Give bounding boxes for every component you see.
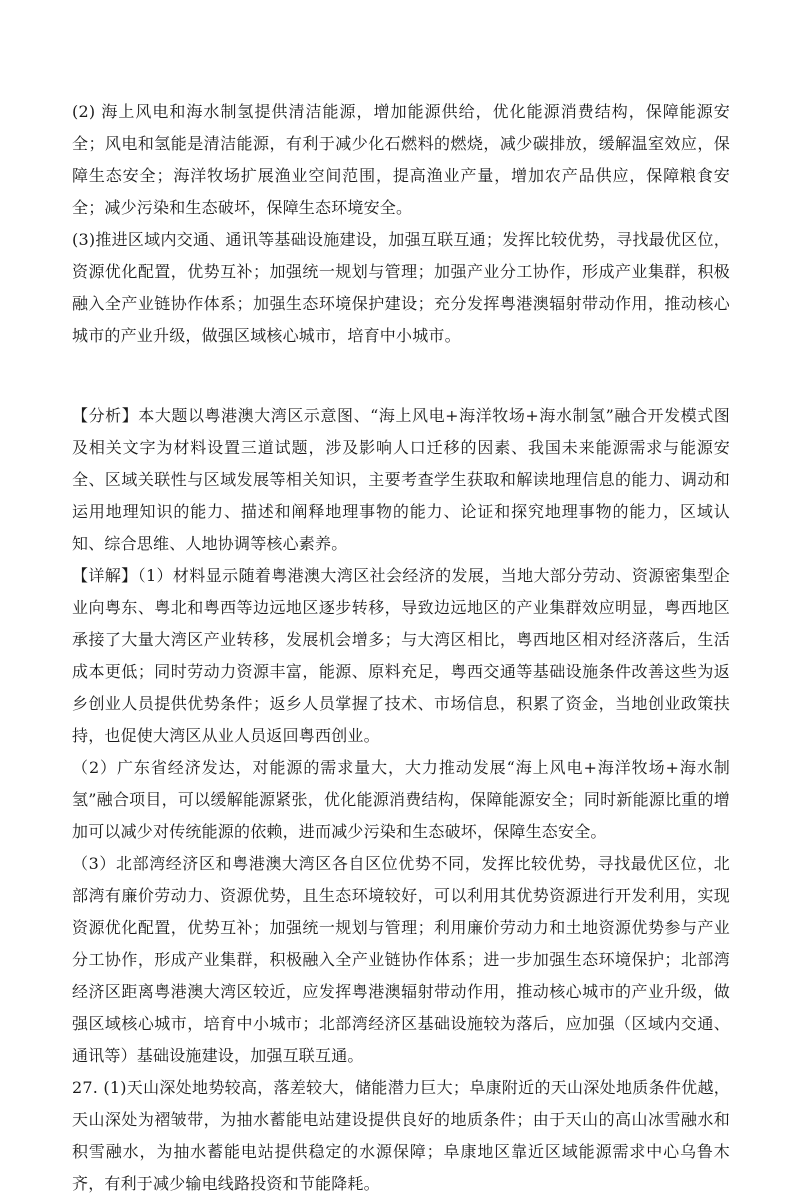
analysis-tag: 【分析】 — [72, 406, 139, 425]
answer-part-2: (2) 海上风电和海水制氢提供清洁能源，增加能源供给，优化能源消费结构，保障能源安全；风电和氢能是清洁能源，有利于减少化石燃料的燃烧，减少碳排放，缓解温室效应，保障生态安全；海洋牧场扩展渔业空间范围，提高渔业产量，增加农产品供应，保障粮食安全；减少污染和生态破坏，保障生态环境安全。 — [72, 102, 730, 217]
analysis-text: 本大题以粤港澳大湾区示意图、“海上风电+海洋牧场+海水制氢”融合开发模式图及相关文字为材料设置三道试题，涉及影响人口迁移的因素、我国未来能源需求与能源安全、区域关联性与区域发展等相关知识，主要考查学生获取和解读地理信息的能力、调动和运用地理知识的能力、描述和阐释地理事物的能力、论证和探究地理事物的能力，区域认知、综合思维、人地协调等核心素养。 — [72, 406, 730, 553]
answer-part-3: (3)推进区域内交通、通讯等基础设施建设，加强互联互通；发挥比较优势，寻找最优区位，资源优化配置，优势互补；加强统一规划与管理；加强产业分工协作，形成产业集群，积极融入全产业链协作体系；加强生态环境保护建设；充分发挥粤港澳辐射带动作用，推动核心城市的产业升级，做强区域核心城市，培育中小城市。 — [72, 230, 730, 345]
detail-paragraph-2: （2）广东省经济发达，对能源的需求量大，大力推动发展“海上风电+海洋牧场+海水制氢”融合项目，可以缓解能源紧张，优化能源消费结构，保障能源安全；同时新能源比重的增加可以减少对传统能源的依赖，进而减少污染和生态破坏，保障生态安全。 — [72, 758, 730, 841]
detail-tag: 【详解】 — [72, 566, 138, 585]
document-page — [72, 96, 730, 1200]
detail-paragraph-1 — [72, 560, 730, 752]
detail-paragraph-3: （3）北部湾经济区和粤港澳大湾区各自区位优势不同，发挥比较优势，寻找最优区位，北部湾有廉价劳动力、资源优势，且生态环境较好，可以利用其优势资源进行开发利用，实现资源优化配置，优势互补；加强统一规划与管理；利用廉价劳动力和土地资源优势参与产业分工协作，形成产业集群，积极融入全产业链协作体系；进一步加强生态环境保护；北部湾经济区距离粤港澳大湾区较近，应发挥粤港澳辐射带动作用，推动核心城市的产业升级，做强区域核心城市，培育中小城市；北部湾经济区基础设施较为落后，应加强（区域内交通、通讯等）基础设施建设，加强互联互通。 — [72, 854, 730, 1065]
analysis-paragraph — [72, 400, 730, 560]
section-gap — [72, 352, 730, 400]
detail-text: （1）材料显示随着粤港澳大湾区社会经济的发展，当地大部分劳动、资源密集型企业向粤东、粤北和粤西等边远地区逐步转移，导致边远地区的产业集群效应明显，粤西地区承接了大量大湾区产业转移，发展机会增多；与大湾区相比，粤西地区相对经济落后，生活成本更低；同时劳动力资源丰富，能源、原料充足，粤西交通等基础设施条件改善这些为返乡创业人员提供优势条件；返乡人员掌握了技术、市场信息，积累了资金，当地创业政策扶持，也促使大湾区从业人员返回粤西创业。 — [72, 566, 730, 745]
question-27-answer: 27. (1)天山深处地势较高，落差较大，储能潜力巨大；阜康附近的天山深处地质条件优越，天山深处为褶皱带，为抽水蓄能电站建设提供良好的地质条件；由于天山的高山冰雪融水和积雪融水，为抽水蓄能电站提供稳定的水源保障；阜康地区靠近区域能源需求中心乌鲁木齐，有利于减少输电线路投资和节能降耗。 — [72, 1078, 730, 1193]
